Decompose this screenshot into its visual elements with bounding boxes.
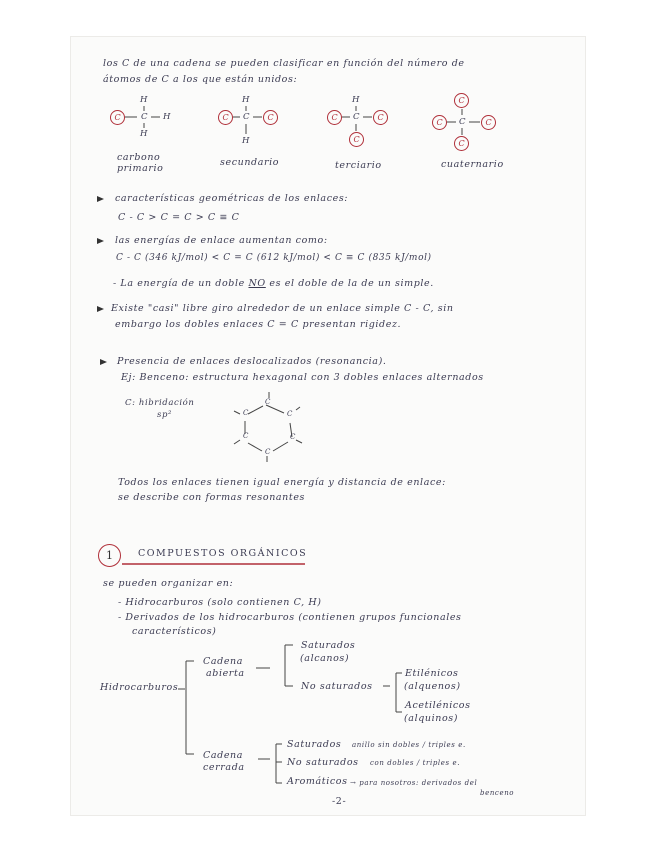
intro-line-1: los C de una cadena se pueden clasificar en función del número de	[103, 58, 465, 69]
classification-intro: se pueden organizar en:	[103, 578, 234, 589]
closed-chain-label: cerrada	[203, 762, 245, 773]
saturated-label: Saturados	[301, 640, 356, 651]
hydrogen-label: H	[140, 129, 149, 139]
carbon-label: C	[353, 112, 361, 122]
carbon-label: C	[459, 117, 467, 127]
geometric-title: características geométricas de los enlaces:	[115, 193, 349, 204]
classification-item-2b: característicos)	[132, 626, 217, 637]
classification-item-1: - Hidrocarburos (solo contienen C, H)	[118, 597, 322, 608]
aromatic-label: Aromáticos	[287, 776, 348, 787]
hydrogen-label: H	[163, 112, 172, 122]
carbon-label: C	[141, 112, 149, 122]
aromatic-note-benzene: benceno	[480, 789, 515, 797]
energies-title: las energías de enlace aumentan como:	[115, 235, 328, 246]
hydrogen-label: H	[140, 95, 149, 105]
carbon-atom-circle: C	[349, 132, 364, 147]
secondary-carbon-label: secundario	[220, 157, 280, 168]
energy-note-end: es el doble de la de un simple.	[269, 278, 434, 289]
hydrogen-label: H	[352, 95, 361, 105]
hydrogen-label: H	[242, 136, 251, 146]
benzene-carbon: C	[243, 432, 249, 440]
unsaturated-label: No saturados	[301, 681, 373, 692]
quaternary-carbon-label: cuaternario	[441, 159, 504, 170]
closed-unsaturated-label: No saturados	[287, 757, 359, 768]
hybridization-label: C: hibridación	[125, 398, 195, 408]
section-number-circle: 1	[98, 544, 121, 567]
ethylenic-label: Etilénicos	[405, 668, 459, 679]
resonance-conclusion-2: se describe con formas resonantes	[118, 492, 306, 503]
carbon-atom-circle: C	[373, 110, 388, 125]
page-number: -2-	[332, 796, 347, 807]
benzene-example: Ej: Benceno: estructura hexagonal con 3 dobles enlaces alternados	[121, 372, 484, 383]
benzene-carbon: C	[290, 433, 296, 441]
hydrogen-label: H	[242, 95, 251, 105]
carbon-atom-circle: C	[263, 110, 278, 125]
closed-chain-label: Cadena	[203, 750, 244, 761]
energies-line: C - C (346 kJ/mol) < C = C (612 kJ/mol) < C ≡ C (835 kJ/mol)	[116, 253, 432, 263]
primary-carbon-label: primario	[117, 163, 164, 174]
benzene-carbon: C	[265, 448, 271, 456]
carbon-atom-circle: C	[432, 115, 447, 130]
carbon-atom-circle: C	[110, 110, 125, 125]
intro-line-2: átomos de C a los que están unidos:	[103, 74, 298, 85]
open-chain-label: Cadena	[203, 656, 244, 667]
resonance-conclusion-1: Todos los enlaces tienen igual energía y distancia de enlace:	[118, 477, 446, 488]
bullet-arrow-icon	[97, 238, 104, 244]
energy-note-no: NO	[248, 278, 266, 289]
benzene-carbon: C	[265, 398, 271, 406]
bullet-arrow-icon	[100, 359, 107, 365]
primary-carbon-label: carbono	[117, 152, 161, 163]
alkenes-label: (alquenos)	[404, 681, 461, 692]
classification-item-2: - Derivados de los hidrocarburos (contienen grupos funcionales	[118, 612, 462, 623]
carbon-atom-circle: C	[454, 93, 469, 108]
carbon-atom-circle: C	[454, 136, 469, 151]
bullet-arrow-icon	[97, 196, 104, 202]
alkanes-label: (alcanos)	[300, 653, 350, 664]
closed-saturated-note: anillo sin dobles / triples e.	[352, 741, 466, 749]
energy-note	[113, 278, 434, 289]
benzene-carbon: C	[287, 410, 293, 418]
benzene-carbon: C	[243, 409, 249, 417]
section-title: COMPUESTOS ORGÁNICOS	[138, 548, 308, 559]
hybridization-sp2: sp²	[157, 410, 173, 420]
aromatic-note: → para nosotros: derivados del	[350, 779, 478, 787]
carbon-atom-circle: C	[218, 110, 233, 125]
closed-unsaturated-note: con dobles / triples e.	[370, 759, 461, 767]
bullet-arrow-icon	[97, 306, 104, 312]
carbon-atom-circle: C	[327, 110, 342, 125]
rotation-line-1: Existe "casi" libre giro alrededor de un enlace simple C - C, sin	[111, 303, 454, 314]
acetylenic-label: Acetilénicos	[405, 700, 471, 711]
resonance-title: Presencia de enlaces deslocalizados (resonancia).	[117, 356, 387, 367]
bond-length-order: C - C > C = C > C ≡ C	[118, 212, 240, 223]
open-chain-label: abierta	[206, 668, 245, 679]
closed-saturated-label: Saturados	[287, 739, 342, 750]
rotation-line-2: embargo los dobles enlaces C = C presentan rigidez.	[115, 319, 402, 330]
carbon-label: C	[243, 112, 251, 122]
tree-root-hydrocarbons: Hidrocarburos	[100, 682, 179, 693]
hydrocarbon-tree-lines	[0, 0, 1, 1]
alkynes-label: (alquinos)	[404, 713, 459, 724]
tertiary-carbon-label: terciario	[335, 160, 382, 171]
carbon-atom-circle: C	[481, 115, 496, 130]
energy-note-start: - La energía de un doble	[113, 278, 245, 289]
